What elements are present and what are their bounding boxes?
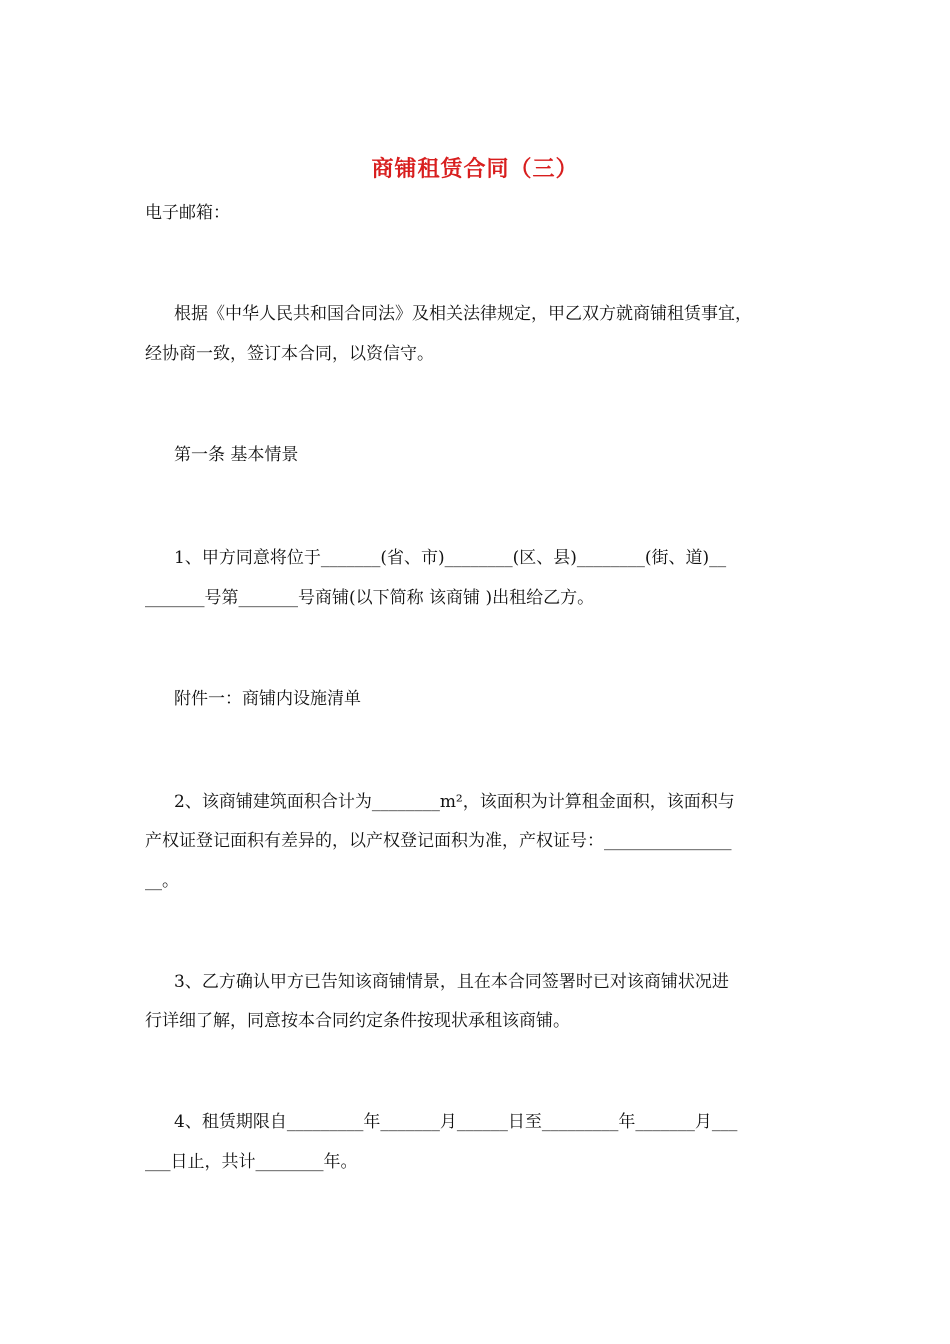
document-title: 商铺租赁合同（三）: [371, 156, 579, 182]
clause-2-line-3: __。: [145, 871, 179, 891]
clause-1-line-1: 1、甲方同意将位于_______(省、市)________(区、县)________(街、道)__: [174, 548, 727, 568]
email-label: 电子邮箱：: [145, 203, 230, 223]
clause-4-line-1: 4、租赁期限自_________年_______月______日至_________年_______月___: [174, 1112, 738, 1132]
clause-1-line-2: _______号第_______号商铺(以下简称 该商铺 )出租给乙方。: [145, 588, 595, 608]
intro-line-2: 经协商一致，签订本合同，以资信守。: [145, 344, 434, 364]
article-1-heading: 第一条 基本情景: [174, 445, 299, 465]
clause-3-line-2: 行详细了解，同意按本合同约定条件按现状承租该商铺。: [145, 1011, 570, 1031]
clause-4-line-2: ___日止，共计________年。: [145, 1152, 358, 1172]
attachment-1: 附件一：商铺内设施清单: [174, 689, 361, 709]
clause-2-line-1: 2、该商铺建筑面积合计为________m²，该面积为计算租金面积，该面积与: [174, 792, 735, 812]
clause-3-line-1: 3、乙方确认甲方已告知该商铺情景，且在本合同签署时已对该商铺状况进: [174, 972, 729, 992]
clause-2-line-2: 产权证登记面积有差异的，以产权登记面积为准，产权证号：_______________: [145, 831, 732, 851]
intro-line-1: 根据《中华人民共和国合同法》及相关法律规定，甲乙双方就商铺租赁事宜，: [174, 304, 752, 324]
